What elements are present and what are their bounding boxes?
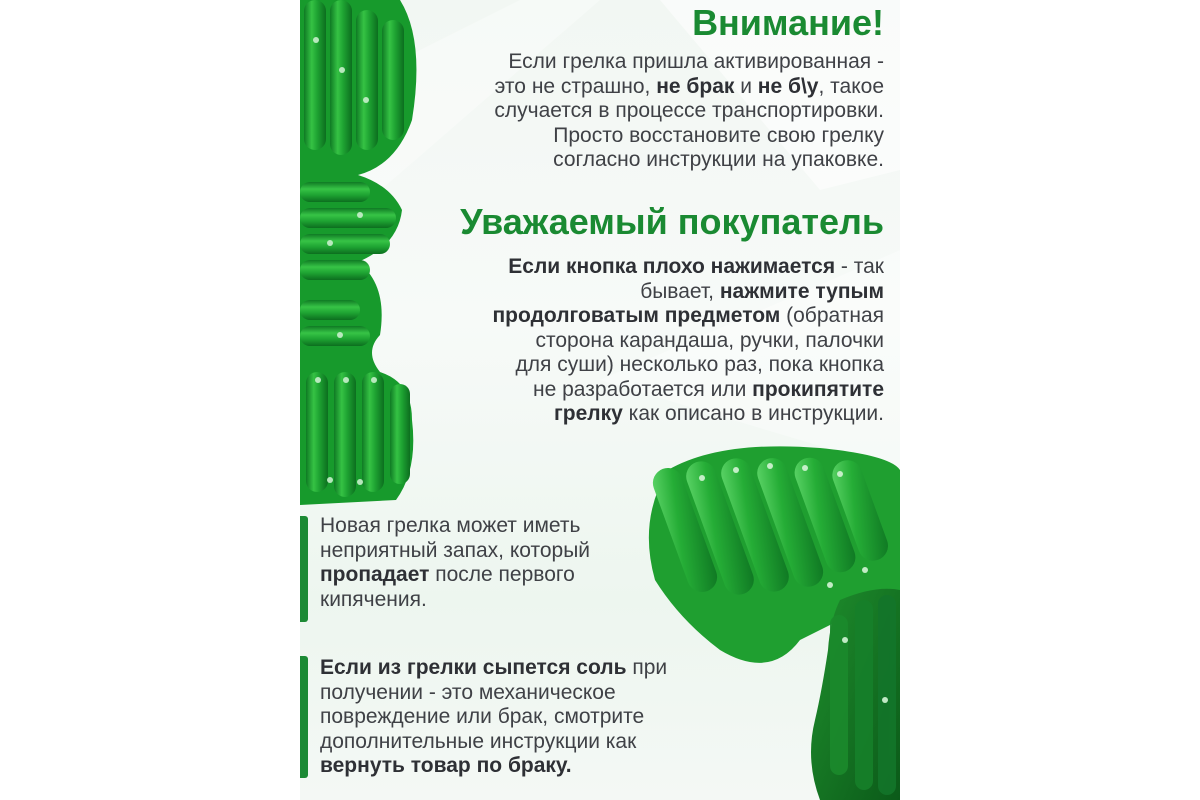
- text-line: [404, 124, 884, 149]
- text-segment: (обратная: [780, 304, 884, 327]
- text-line: [320, 754, 720, 779]
- text-line: [404, 99, 884, 124]
- text-line: [444, 353, 884, 378]
- text-segment: не разработается или: [532, 377, 753, 401]
- text-segment: Если грелка пришла активированная -: [508, 50, 884, 73]
- text-line: [320, 588, 660, 613]
- text-segment: Просто восстановите свою грелку: [553, 123, 884, 147]
- text-segment: это не страшно,: [494, 74, 657, 98]
- text-line: [444, 255, 884, 280]
- text-segment: и: [734, 74, 758, 98]
- text-line: [404, 50, 884, 75]
- salt-note-text: [320, 656, 720, 779]
- text-line: [320, 705, 720, 730]
- smell-note-text: [320, 514, 660, 612]
- text-segment: - так: [835, 255, 884, 278]
- text-line: [320, 656, 720, 681]
- bold-text: прокипятите: [752, 377, 884, 401]
- text-line: [320, 563, 660, 588]
- text-segment: бывает,: [640, 279, 720, 303]
- attention-title: Внимание!: [692, 2, 884, 43]
- bold-text: Если из грелки сыпется соль: [320, 656, 627, 679]
- bold-text: не б\у: [757, 74, 819, 98]
- info-card: [300, 0, 900, 800]
- text-segment: дополнительные инструкции как: [320, 729, 637, 753]
- customer-text: [444, 255, 884, 427]
- text-line: [444, 280, 884, 305]
- text-segment: , такое: [818, 74, 884, 98]
- text-segment: после первого: [429, 563, 575, 586]
- text-line: [320, 681, 720, 706]
- bold-text: продолговатым предметом: [492, 304, 781, 327]
- text-segment: случается в процессе транспортировки.: [494, 99, 884, 122]
- text-segment: получении - это механическое: [320, 680, 616, 704]
- bold-text: грелку: [554, 402, 623, 425]
- text-line: [320, 514, 660, 539]
- salt-note-accent-bar: [300, 656, 308, 778]
- text-segment: сторона карандаша, ручки, палочки: [535, 328, 884, 352]
- text-segment: кипячения.: [320, 587, 427, 611]
- text-segment: повреждение или брак, смотрите: [320, 705, 645, 728]
- text-line: [404, 148, 884, 173]
- text-line: [444, 329, 884, 354]
- text-line: [320, 730, 720, 755]
- text-segment: согласно инструкции на упаковке.: [553, 148, 884, 171]
- text-line: [444, 378, 884, 403]
- bold-text: Если кнопка плохо нажимается: [508, 255, 836, 278]
- text-segment: как описано в инструкции.: [622, 402, 884, 425]
- bold-text: вернуть товар по браку.: [320, 754, 572, 777]
- text-line: [444, 402, 884, 427]
- bold-text: пропадает: [320, 563, 430, 586]
- text-line: [444, 304, 884, 329]
- text-segment: при: [626, 656, 668, 679]
- text-segment: Новая грелка может иметь: [320, 514, 581, 537]
- smell-note-accent-bar: [300, 516, 308, 622]
- bold-text: нажмите тупым: [719, 279, 884, 303]
- text-line: [404, 75, 884, 100]
- text-segment: неприятный запах, который: [320, 538, 591, 562]
- customer-title: Уважаемый покупатель: [460, 201, 884, 242]
- text-segment: для суши) несколько раз, пока кнопка: [515, 353, 884, 376]
- bold-text: не брак: [656, 74, 735, 98]
- attention-text: [404, 50, 884, 173]
- text-line: [320, 539, 660, 564]
